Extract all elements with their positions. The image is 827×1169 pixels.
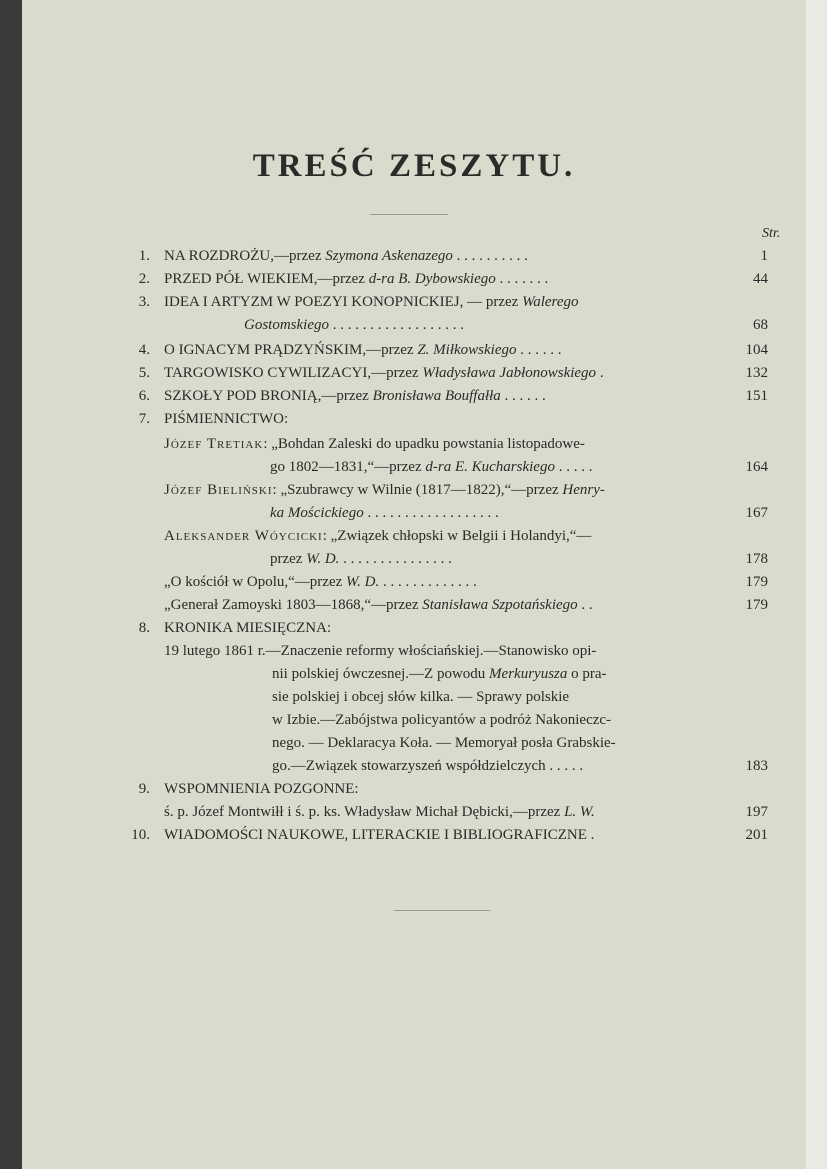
page-number: 151 xyxy=(745,388,768,404)
toc-subentry: nego. — Deklaracya Koła. — Memoryał posła Grabskie- xyxy=(272,735,616,751)
page-number: 164 xyxy=(745,459,768,475)
toc-subentry: przez W. D. . . . . . . . . . . . . . . . xyxy=(270,551,452,567)
toc-subentry: 19 lutego 1861 r.—Znaczenie reformy włościańskiej.—Stanowisko opi- xyxy=(164,643,597,659)
toc-entry: PRZED PÓŁ WIEKIEM,—przez d-ra B. Dybowskiego . . . . . . . xyxy=(164,271,549,287)
toc-entry: KRONIKA MIESIĘCZNA: xyxy=(164,620,332,636)
entry-number: 2. xyxy=(138,271,150,287)
page-number: 201 xyxy=(745,827,768,843)
toc-subentry: nii polskiej ówczesnej.—Z powodu Merkuryusza o pra- xyxy=(272,666,607,682)
entry-number: 5. xyxy=(138,365,150,381)
toc-entry: Gostomskiego . . . . . . . . . . . . . . . . . . xyxy=(244,317,464,333)
toc-subentry: go.—Związek stowarzyszeń współdzielczych . . . . . xyxy=(272,758,584,774)
toc-subentry: ś. p. Józef Montwiłł i ś. p. ks. Władysław Michał Dębicki,—przez L. W. xyxy=(164,804,595,820)
page-edge xyxy=(806,0,827,1169)
toc-subentry: Aleksander Wóycicki: „Związek chłopski w Belgii i Holandyi,“— xyxy=(164,528,592,544)
entry-number: 1. xyxy=(138,248,150,264)
page-number: 68 xyxy=(753,317,768,333)
toc-subentry: Józef Bieliński: „Szubrawcy w Wilnie (1817—1822),“—przez Henry- xyxy=(164,482,605,498)
toc-entry: PIŚMIENNICTWO: xyxy=(164,411,289,427)
page-number: 183 xyxy=(745,758,768,774)
toc-entry: TARGOWISKO CYWILIZACYI,—przez Władysława Jabłonowskiego . xyxy=(164,365,604,381)
toc-entry: NA ROZDROŻU,—przez Szymona Askenazego . . . . . . . . . . xyxy=(164,248,528,264)
toc-subentry: go 1802—1831,“—przez d-ra E. Kucharskiego . . . . . xyxy=(270,459,593,475)
toc-subentry: w Izbie.—Zabójstwa policyantów a podróż Nakonieczc- xyxy=(272,712,612,728)
toc-subentry: „O kościół w Opolu,“—przez W. D. . . . . . . . . . . . . . xyxy=(164,574,477,590)
entry-number: 4. xyxy=(138,342,150,358)
toc-subentry: sie polskiej i obcej słów kilka. — Sprawy polskie xyxy=(272,689,570,705)
page-column-label: Str. xyxy=(762,226,781,241)
page-number: 179 xyxy=(745,574,768,590)
page-number: 104 xyxy=(745,342,768,358)
entry-number: 9. xyxy=(138,781,150,797)
toc-subentry: „Generał Zamoyski 1803—1868,“—przez Stanisława Szpotańskiego . . xyxy=(164,597,593,613)
end-divider xyxy=(394,910,490,911)
toc-entry: SZKOŁY POD BRONIĄ,—przez Bronisława Bouffałła . . . . . . xyxy=(164,388,546,404)
entry-number: 3. xyxy=(138,294,150,310)
page-number: 179 xyxy=(745,597,768,613)
page-title: TREŚĆ ZESZYTU. xyxy=(252,148,576,184)
page-number: 167 xyxy=(745,505,768,521)
toc-entry: WIADOMOŚCI NAUKOWE, LITERACKIE I BIBLIOGRAFICZNE . xyxy=(164,827,595,843)
entry-number: 8. xyxy=(138,620,150,636)
page-number: 197 xyxy=(745,804,768,820)
toc-subentry: Józef Tretiak: „Bohdan Zaleski do upadku powstania listopadowe- xyxy=(164,436,585,452)
toc-entry: IDEA I ARTYZM W POEZYI KONOPNICKIEJ, — przez Walerego xyxy=(164,294,579,310)
document-page xyxy=(22,0,806,1169)
page-number: 132 xyxy=(745,365,768,381)
entry-number: 10. xyxy=(131,827,150,843)
entry-number: 6. xyxy=(138,388,150,404)
toc-entry: O IGNACYM PRĄDZYŃSKIM,—przez Z. Miłkowskiego . . . . . . xyxy=(164,342,562,358)
toc-entry: WSPOMNIENIA POZGONNE: xyxy=(164,781,359,797)
entry-number: 7. xyxy=(138,411,150,427)
page-number: 44 xyxy=(753,271,768,287)
toc-subentry: ka Mościckiego . . . . . . . . . . . . . . . . . . xyxy=(270,505,499,521)
table-of-contents xyxy=(22,0,806,1169)
page-number: 1 xyxy=(760,248,768,264)
page-number: 178 xyxy=(745,551,768,567)
